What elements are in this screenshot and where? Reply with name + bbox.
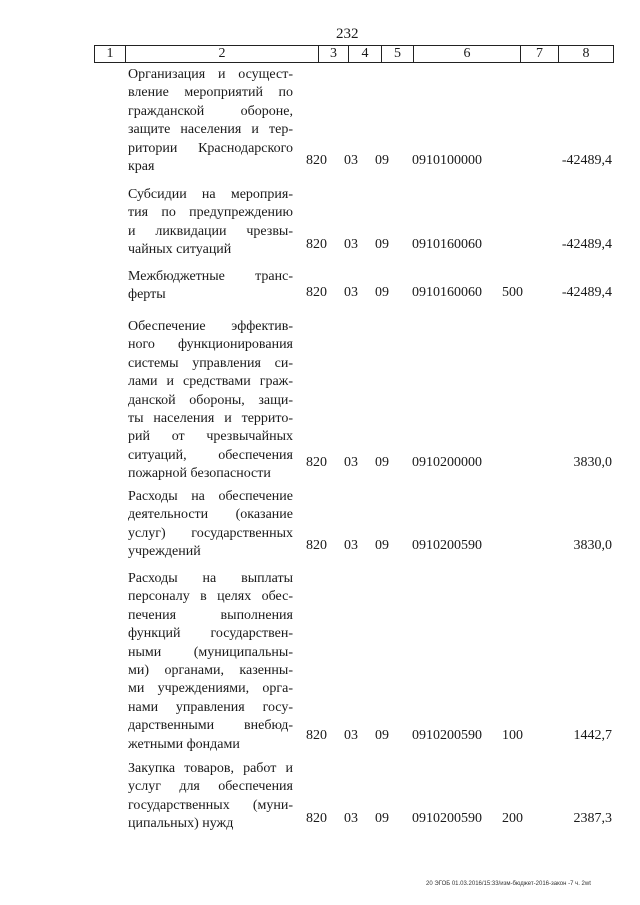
ministry-code: 820 xyxy=(306,237,327,252)
name-line: ты населения и террито- xyxy=(128,411,293,427)
expense-type-code: 500 xyxy=(502,285,523,300)
amount: 2387,3 xyxy=(573,811,612,826)
subsection-code: 09 xyxy=(375,237,389,252)
name-line: Расходы на обеспечение xyxy=(128,489,293,504)
expense-item-name xyxy=(128,488,293,562)
expense-item-name xyxy=(128,570,293,754)
expense-item-name xyxy=(128,318,293,484)
name-line: Субсидии на мероприя- xyxy=(128,187,293,202)
section-code: 03 xyxy=(344,285,358,300)
header-col-5: 5 xyxy=(382,46,414,62)
ministry-code: 820 xyxy=(306,728,327,743)
subsection-code: 09 xyxy=(375,285,389,300)
ministry-code: 820 xyxy=(306,811,327,826)
expense-item-name xyxy=(128,760,293,834)
amount: 1442,7 xyxy=(573,728,612,743)
target-article-code: 0910200590 xyxy=(412,728,482,743)
amount: -42489,4 xyxy=(561,285,612,300)
name-line: вление мероприятий по xyxy=(128,85,293,101)
name-line: гражданской обороне, xyxy=(128,103,293,119)
expense-item-name xyxy=(128,66,293,176)
table-header xyxy=(94,45,614,63)
expense-item-name xyxy=(128,186,293,260)
name-line: нами управления госу- xyxy=(128,699,293,715)
name-line: жетными фондами xyxy=(128,736,240,752)
subsection-code: 09 xyxy=(375,538,389,553)
page-number: 232 xyxy=(336,26,359,42)
header-col-3: 3 xyxy=(319,46,349,62)
target-article-code: 0910160060 xyxy=(412,285,482,300)
name-line: тия по предупреждению xyxy=(128,205,293,221)
section-code: 03 xyxy=(344,728,358,743)
name-line: Обеспечение эффектив- xyxy=(128,319,293,334)
expense-item-name xyxy=(128,268,293,305)
header-col-8: 8 xyxy=(582,46,590,61)
amount: -42489,4 xyxy=(561,237,612,252)
header-col-7: 7 xyxy=(521,46,559,62)
section-code: 03 xyxy=(344,811,358,826)
amount: -42489,4 xyxy=(561,153,612,168)
name-line: ного функционирования xyxy=(128,337,293,353)
header-col-6: 6 xyxy=(414,46,521,62)
name-line: лами и средствами граж- xyxy=(128,374,293,390)
name-line: ными (муниципальны- xyxy=(128,644,293,660)
amount: 3830,0 xyxy=(573,538,612,553)
ministry-code: 820 xyxy=(306,455,327,470)
name-line: государственных (муни- xyxy=(128,797,293,813)
name-line: Закупка товаров, работ и xyxy=(128,761,293,776)
name-line: ритории Краснодарского xyxy=(128,140,293,156)
name-line: деятельности (оказание xyxy=(128,507,293,523)
target-article-code: 0910200000 xyxy=(412,455,482,470)
name-line: персоналу в целях обес- xyxy=(128,589,293,605)
target-article-code: 0910200590 xyxy=(412,811,482,826)
name-line: и ликвидации чрезвы- xyxy=(128,223,293,239)
name-line: Расходы на выплаты xyxy=(128,571,293,586)
ministry-code: 820 xyxy=(306,153,327,168)
section-code: 03 xyxy=(344,455,358,470)
header-col-4: 4 xyxy=(349,46,382,62)
name-line: ми) органами, казенны- xyxy=(128,663,293,679)
name-line: услуг) государственных xyxy=(128,525,293,541)
name-line: ципальных) нужд xyxy=(128,816,234,832)
subsection-code: 09 xyxy=(375,811,389,826)
name-line: края xyxy=(128,159,155,175)
header-col-1: 1 xyxy=(95,46,126,62)
expense-type-code: 100 xyxy=(502,728,523,743)
name-line: учреждений xyxy=(128,544,201,560)
name-line: защите населения и тер- xyxy=(128,122,293,138)
section-code: 03 xyxy=(344,153,358,168)
name-line: печения выполнения xyxy=(128,607,293,623)
subsection-code: 09 xyxy=(375,728,389,743)
section-code: 03 xyxy=(344,237,358,252)
subsection-code: 09 xyxy=(375,153,389,168)
target-article-code: 0910200590 xyxy=(412,538,482,553)
name-line: ферты xyxy=(128,287,166,303)
name-line: дарственными внебюд- xyxy=(128,718,293,734)
name-line: ми учреждениями, орга- xyxy=(128,681,293,697)
name-line: данской обороны, защи- xyxy=(128,392,293,408)
ministry-code: 820 xyxy=(306,285,327,300)
name-line: услуг для обеспечения xyxy=(128,779,293,795)
footer-note: 20 ЭГОБ 01.03.2016/15:33/изм-бюджет-2016-закон -7 ч. 2wt xyxy=(426,881,591,887)
name-line: рий от чрезвычайных xyxy=(128,429,293,445)
name-line: Межбюджетные транс- xyxy=(128,269,293,284)
header-col-2: 2 xyxy=(126,46,319,62)
name-line: пожарной безопасности xyxy=(128,466,271,482)
name-line: Организация и осущест- xyxy=(128,67,293,82)
expense-type-code: 200 xyxy=(502,811,523,826)
name-line: чайных ситуаций xyxy=(128,242,232,258)
section-code: 03 xyxy=(344,538,358,553)
name-line: системы управления си- xyxy=(128,355,293,371)
ministry-code: 820 xyxy=(306,538,327,553)
amount: 3830,0 xyxy=(573,455,612,470)
target-article-code: 0910100000 xyxy=(412,153,482,168)
name-line: ситуаций, обеспечения xyxy=(128,447,293,463)
name-line: функций государствен- xyxy=(128,626,293,642)
subsection-code: 09 xyxy=(375,455,389,470)
target-article-code: 0910160060 xyxy=(412,237,482,252)
